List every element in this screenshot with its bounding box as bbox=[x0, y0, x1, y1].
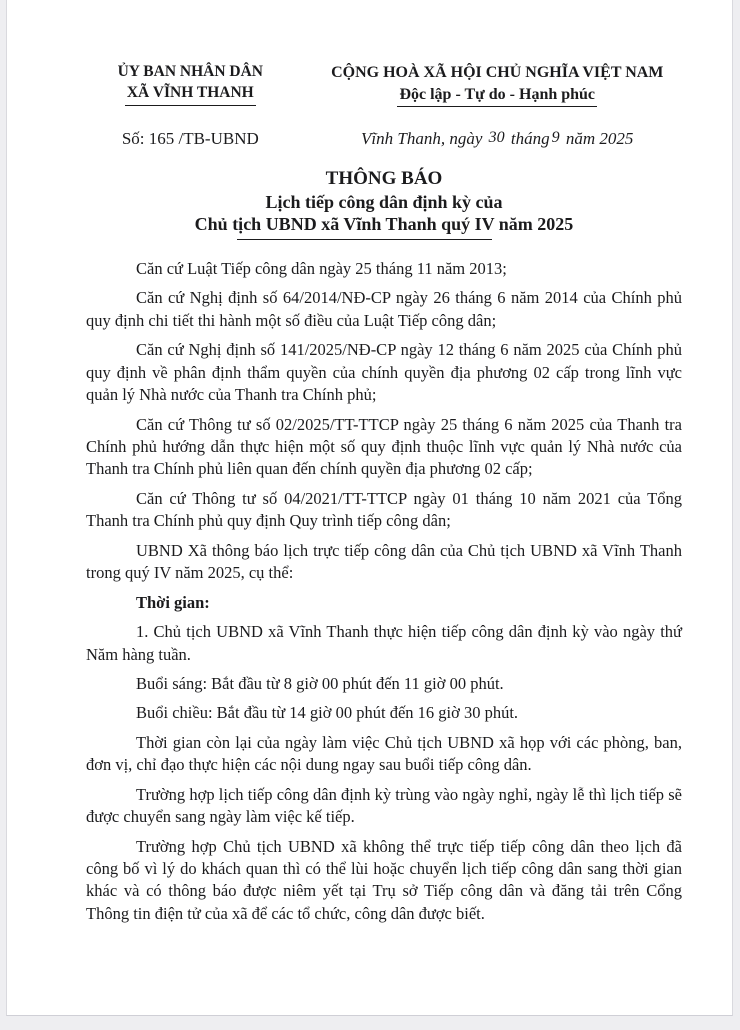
schedule-afternoon: Buổi chiều: Bắt đầu từ 14 giờ 00 phút đến 16 giờ 30 phút. bbox=[136, 703, 519, 723]
issuing-agency-commune-text: XÃ VĨNH THANH bbox=[125, 83, 256, 106]
legal-basis-3: Căn cứ Nghị định số 141/2025/NĐ-CP ngày 12 tháng 6 năm 2025 của Chính phủ quy định về phân định thẩm quyền của chính quyền địa phương 02 cấp trong lĩnh vực quản lý Nhà nước của Thanh tra Chính phủ; bbox=[86, 340, 682, 405]
national-header-block bbox=[312, 62, 682, 107]
date-line bbox=[312, 129, 682, 149]
letterhead bbox=[86, 62, 682, 107]
legal-basis-1: Căn cứ Luật Tiếp công dân ngày 25 tháng 11 năm 2013; bbox=[136, 258, 507, 278]
date-year-suffix: năm 2025 bbox=[565, 129, 634, 149]
notice-title-block bbox=[86, 167, 682, 236]
national-motto bbox=[312, 84, 682, 108]
announcement-intro: UBND Xã thông báo lịch trực tiếp công dân của Chủ tịch UBND xã Vĩnh Thanh trong quý IV năm 2025, cụ thể: bbox=[86, 540, 682, 583]
notice-body bbox=[86, 258, 682, 925]
date-place-prefix: Vĩnh Thanh, ngày bbox=[361, 129, 483, 149]
national-header: CỘNG HOÀ XÃ HỘI CHỦ NGHĨA VIỆT NAM bbox=[331, 64, 664, 81]
issuing-agency-commune bbox=[86, 83, 295, 106]
schedule-item-1: 1. Chủ tịch UBND xã Vĩnh Thanh thực hiện tiếp công dân định kỳ vào ngày thứ Năm hàng tuần. bbox=[86, 622, 682, 664]
date-month-handwritten: 9 bbox=[551, 129, 560, 147]
legal-basis-2: Căn cứ Nghị định số 64/2014/NĐ-CP ngày 26 tháng 6 năm 2014 của Chính phủ quy định chi tiết thi hành một số điều của Luật Tiếp công dân; bbox=[86, 288, 682, 330]
notice-subtitle-line1: Lịch tiếp công dân định kỳ của bbox=[265, 191, 503, 212]
holiday-note: Trường hợp lịch tiếp công dân định kỳ trùng vào ngày nghỉ, ngày lễ thì lịch tiếp sẽ được chuyển sang ngày làm việc kế tiếp. bbox=[86, 784, 682, 827]
date-month-word: tháng bbox=[510, 129, 550, 149]
issuing-agency-name: ỦY BAN NHÂN DÂN bbox=[117, 63, 263, 80]
legal-basis-4: Căn cứ Thông tư số 02/2025/TT-TTCP ngày 25 tháng 6 năm 2025 của Thanh tra Chính phủ hướng dẫn thực hiện một số quy định thuộc lĩnh vực quản lý Nhà nước của Thanh tra Chính phủ liên quan đến chính quyền địa phương 02 cấp; bbox=[86, 414, 682, 479]
remaining-time-note: Thời gian còn lại của ngày làm việc Chủ tịch UBND xã họp với các phòng, ban, đơn vị, chỉ đạo thực hiện các nội dung ngay sau buổi tiếp công dân. bbox=[86, 732, 682, 775]
section-heading-time: Thời gian: bbox=[136, 592, 210, 612]
notice-title: THÔNG BÁO bbox=[325, 168, 443, 190]
schedule-morning: Buổi sáng: Bắt đầu từ 8 giờ 00 phút đến 11 giờ 00 phút. bbox=[136, 673, 504, 693]
legal-basis-5: Căn cứ Thông tư số 04/2021/TT-TTCP ngày 01 tháng 10 năm 2021 của Tổng Thanh tra Chính phủ quy định Quy trình tiếp công dân; bbox=[86, 488, 682, 531]
document-page bbox=[6, 0, 733, 1016]
title-underline bbox=[237, 239, 492, 240]
document-content bbox=[86, 62, 682, 932]
notice-subtitle-line2: Chủ tịch UBND xã Vĩnh Thanh quý IV năm 2025 bbox=[194, 214, 574, 235]
issuing-agency-block bbox=[86, 62, 295, 106]
national-motto-text: Độc lập - Tự do - Hạnh phúc bbox=[397, 84, 597, 108]
date-day-handwritten: 30 bbox=[488, 129, 505, 147]
reschedule-note: Trường hợp Chủ tịch UBND xã không thể trực tiếp tiếp công dân theo lịch đã công bố vì lý do khách quan thì có thể lùi hoặc chuyển lịch tiếp công dân sang thời gian khác và có thông báo được niêm yết tại Trụ sở Tiếp công dân và đăng tải trên Cổng Thông tin điện tử của xã để các tổ chức, công dân được biết. bbox=[86, 836, 682, 923]
document-number: Số: 165 /TB-UBND bbox=[121, 129, 259, 149]
meta-row bbox=[86, 129, 682, 149]
